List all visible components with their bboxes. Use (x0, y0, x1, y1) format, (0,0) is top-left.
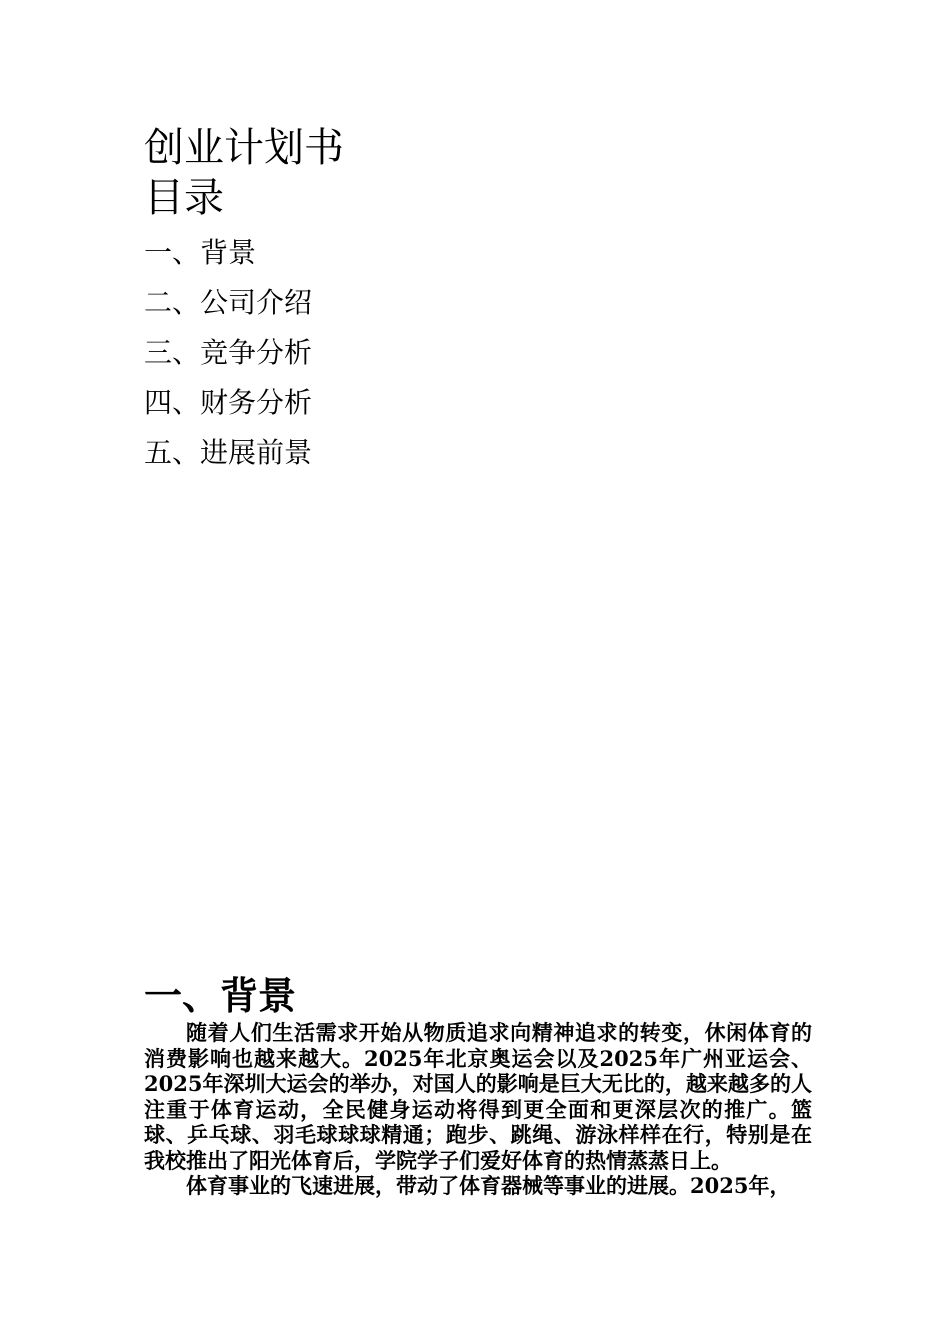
paragraph: 随着人们生活需求开始从物质追求向精神追求的转变，休闲体育的消费影响也越来越大。2025年北京奥运会以及2025年广州亚运会、2025年深圳大运会的举办，对国人的影响是巨大无比的，越来越多的人注重于体育运动，全民健身运动将得到更全面和更深层次的推广。篮球、乒乓球、羽毛球球球精通；跑步、跳绳、游泳样样在行，特别是在我校推出了阳光体育后，学院学子们爱好体育的热情蒸蒸日上。 (144, 1020, 812, 1173)
toc-item-development-outlook: 五、进展前景 (144, 436, 313, 469)
section-heading-background: 一、背景 (144, 974, 297, 1018)
table-of-contents (144, 228, 312, 478)
toc-item-company-intro: 二、公司介绍 (144, 286, 313, 319)
toc-item-competition-analysis: 三、竞争分析 (144, 336, 313, 369)
toc-item-background: 一、背景 (144, 236, 257, 269)
paragraph: 体育事业的飞速进展，带动了体育器械等事业的进展。2025年， (186, 1173, 791, 1198)
toc-heading: 目录 (144, 175, 224, 221)
toc-item-financial-analysis: 四、财务分析 (144, 386, 313, 419)
section-body (144, 1020, 812, 1199)
document-title: 创业计划书 (144, 125, 344, 171)
